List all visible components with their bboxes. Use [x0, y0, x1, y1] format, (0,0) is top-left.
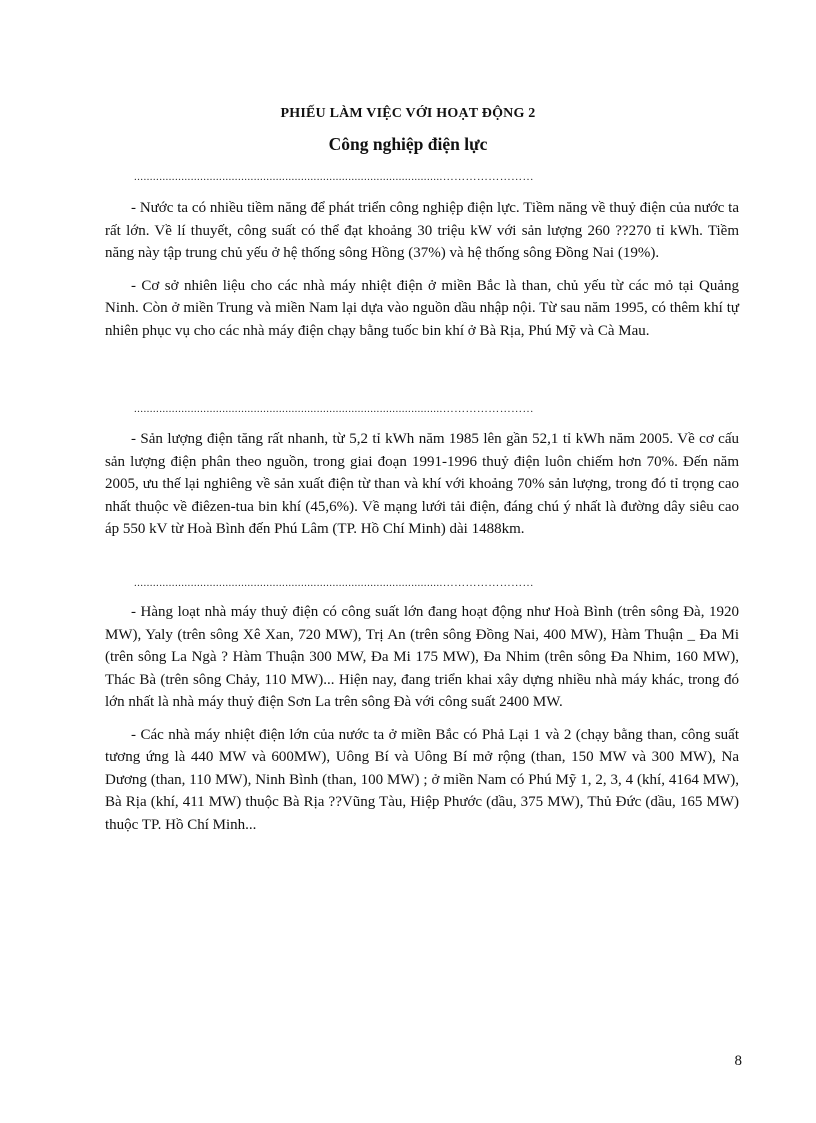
paragraph: - Cơ sở nhiên liệu cho các nhà máy nhiệt điện ở miền Bắc là than, chủ yếu từ các mỏ tại Quảng Ninh. Còn ở miền Trung và miền Nam lại dựa vào nguồn dầu nhập nội. Từ sau năm 1995, có thêm khí tự nhiên phục vụ cho các nhà máy điện chạy bằng tuốc bin khí ở Bà Rịa, Phú Mỹ và Cà Mau. [105, 277, 739, 339]
paragraph: - Nước ta có nhiều tiềm năng để phát triển công nghiệp điện lực. Tiềm năng về thuỷ điện của nước ta rất lớn. Về lí thuyết, công suất có thể đạt khoảng 30 triệu kW với sản lượng 260 ??270 tỉ kWh. Tiềm năng này tập trung chủ yếu ở hệ thống sông Hồng (37%) và hệ thống sông Đồng Nai (19%). [105, 200, 739, 261]
section-3 [105, 601, 739, 846]
answer-divider-3: ..................................................................................................…………………… [134, 578, 534, 588]
section-2 [105, 428, 739, 551]
worksheet-subheading: Công nghiệp điện lực [328, 134, 488, 154]
paragraph: - Các nhà máy nhiệt điện lớn của nước ta ở miền Bắc có Phả Lại 1 và 2 (chạy bằng than, công suất tương ứng là 440 MW và 600MW), Uông Bí và Uông Bí mở rộng (than, 150 MW và 300 MW), Na Dương (than, 110 MW), Ninh Bình (than, 100 MW) ; ở miền Nam có Phú Mỹ 1, 2, 3, 4 (khí, 4164 MW), Bà Rịa (khí, 411 MW) thuộc Bà Rịa ??Vũng Tàu, Hiệp Phước (dầu, 375 MW), Thủ Đức (dầu, 165 MW) thuộc TP. Hồ Chí Minh... [105, 726, 739, 833]
paragraph: - Hàng loạt nhà máy thuỷ điện có công suất lớn đang hoạt động như Hoà Bình (trên sông Đà, 1920 MW), Yaly (trên sông Xê Xan, 720 MW), Trị An (trên sông Đồng Nai, 400 MW), Hàm Thuận _ Đa Mi (trên sông La Ngà ? Hàm Thuận 300 MW, Đa Mi 175 MW), Đa Nhim (trên sông Đa Nhim, 160 MW), Thác Bà (trên sông Chảy, 110 MW)... Hiện nay, đang triển khai xây dựng nhiều nhà máy khác, trong đó lớn nhất là nhà máy thuỷ điện Sơn La trên sông Đà với công suất 2400 MW. [105, 604, 739, 710]
paragraph: - Sản lượng điện tăng rất nhanh, từ 5,2 tỉ kWh năm 1985 lên gần 52,1 tỉ kWh năm 2005. Về cơ cấu sản lượng điện phân theo nguồn, trong giai đoạn 1991-1996 thuỷ điện luôn chiếm hơn 70%. Đến năm 2005, ưu thế lại nghiêng về sản xuất điện từ than và khí với khoảng 70% sản lượng, trong đó tỉ trọng cao nhất thuộc về điêzen-tua bin khí (45,6%). Về mạng lưới tải điện, đáng chú ý nhất là đường dây siêu cao áp 550 kV từ Hoà Bình đến Phú Lâm (TP. Hồ Chí Minh) dài 1488km. [105, 431, 739, 537]
answer-divider-1: ..................................................................................................…………………… [134, 172, 534, 182]
answer-divider-2: ..................................................................................................…………………… [134, 404, 534, 414]
page-number: 8 [734, 1053, 742, 1069]
section-1 [105, 197, 739, 352]
worksheet-heading: PHIẾU LÀM VIỆC VỚI HOẠT ĐỘNG 2 [280, 106, 536, 121]
